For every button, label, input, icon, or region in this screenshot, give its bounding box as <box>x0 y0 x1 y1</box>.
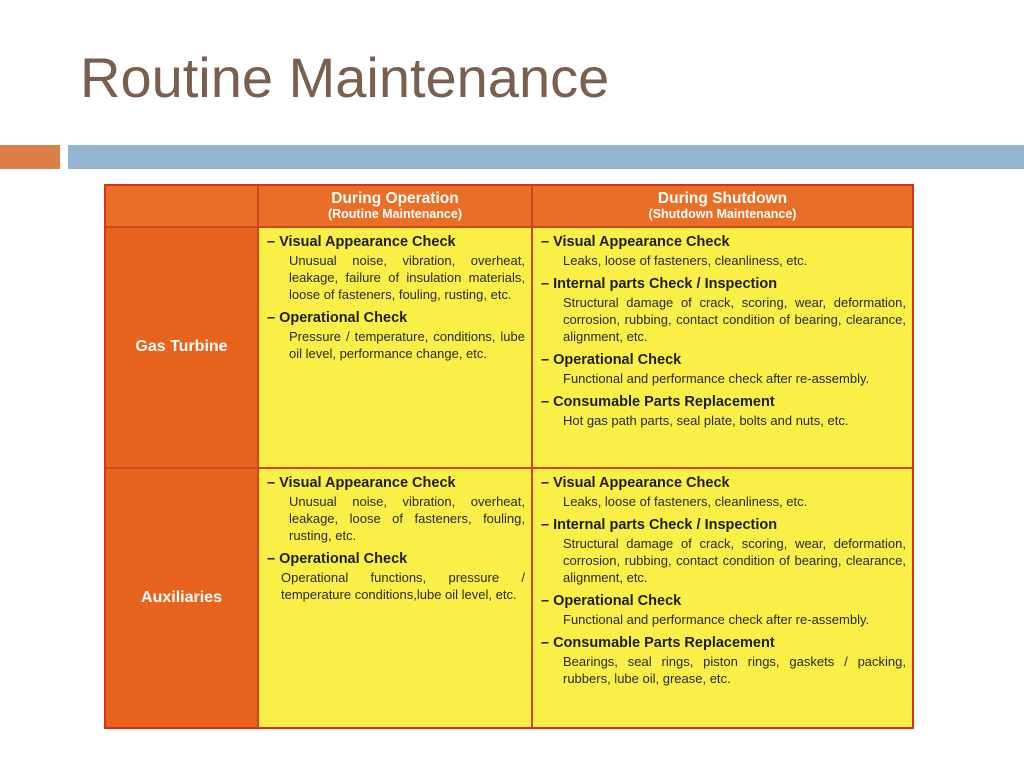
check-item-description: Functional and performance check after re-assembly. <box>563 611 870 627</box>
check-item-title: Consumable Parts Replacement <box>553 634 775 651</box>
check-item-description: Leaks, loose of fasteners, cleanliness, etc. <box>563 493 808 509</box>
check-item <box>541 592 906 628</box>
check-item-description: Structural damage of crack, scoring, wear, deformation, corrosion, rubbing, contact condition of bearing, clearance, alignment, etc. <box>563 295 906 344</box>
column-header-operation <box>258 186 532 227</box>
dash-marker: – <box>541 592 550 609</box>
header-row <box>106 186 912 227</box>
check-item-description: Bearings, seal rings, piston rings, gaskets / packing, rubbers, lube oil, grease, etc. <box>563 653 906 686</box>
corner-cell <box>106 186 258 227</box>
dash-marker: – <box>541 352 550 368</box>
column-header-title: During Operation <box>331 189 459 207</box>
column-header-shutdown <box>532 186 912 227</box>
dash-marker: – <box>541 516 550 533</box>
check-item-title: Operational Check <box>279 310 408 326</box>
cell-gas-turbine-shutdown <box>532 227 912 468</box>
check-item-title: Internal parts Check / Inspection <box>553 516 778 533</box>
check-item-title: Visual Appearance Check <box>279 474 456 491</box>
check-item-title: Visual Appearance Check <box>279 234 456 250</box>
check-item <box>541 634 906 687</box>
dash-marker: – <box>267 550 276 567</box>
cell-gas-turbine-operation <box>258 227 532 468</box>
check-item-title: Operational Check <box>553 592 682 609</box>
check-item <box>267 550 525 603</box>
column-header-subtitle: (Shutdown Maintenance) <box>648 206 797 221</box>
dash-marker: – <box>541 276 550 292</box>
maintenance-table <box>106 186 912 727</box>
check-item <box>541 275 906 345</box>
check-item <box>541 474 906 510</box>
check-item-description: Pressure / temperature, conditions, lube oil level, performance change, etc. <box>289 329 525 361</box>
accent-bar-orange <box>0 145 60 169</box>
dash-marker: – <box>267 234 276 250</box>
dash-marker: – <box>541 634 550 651</box>
check-item <box>541 516 906 586</box>
column-header-title: During Shutdown <box>657 189 788 207</box>
row-header-auxiliaries: Auxiliaries <box>106 468 258 727</box>
dash-marker: – <box>267 474 276 491</box>
check-item-title: Visual Appearance Check <box>553 234 730 250</box>
check-item-description: Operational functions, pressure / temperature conditions,lube oil level, etc. <box>281 569 525 602</box>
check-item <box>267 233 525 303</box>
check-item-title: Operational Check <box>553 352 682 368</box>
dash-marker: – <box>541 474 550 491</box>
check-item-title: Visual Appearance Check <box>553 474 730 491</box>
cell-auxiliaries-operation <box>258 468 532 727</box>
check-item-description: Hot gas path parts, seal plate, bolts and nuts, etc. <box>563 413 849 428</box>
column-header-subtitle: (Routine Maintenance) <box>327 206 463 221</box>
table-row-auxiliaries <box>106 468 912 727</box>
cell-auxiliaries-shutdown <box>532 468 912 727</box>
check-item <box>541 233 906 269</box>
dash-marker: – <box>541 394 550 410</box>
check-item-description: Functional and performance check after re-assembly. <box>563 371 870 386</box>
table-row-gas-turbine <box>106 227 912 468</box>
check-item <box>267 309 525 362</box>
check-item-description: Leaks, loose of fasteners, cleanliness, etc. <box>563 253 808 268</box>
check-item-title: Internal parts Check / Inspection <box>553 276 778 292</box>
check-item-description: Unusual noise, vibration, overheat, leakage, failure of insulation materials, loose of fasteners, fouling, rusting, etc. <box>289 253 525 302</box>
dash-marker: – <box>541 234 550 250</box>
maintenance-table-frame <box>104 184 914 729</box>
check-item <box>267 474 525 544</box>
check-item-description: Unusual noise, vibration, overheat, leakage, loose of fasteners, fouling, rusting, etc. <box>289 493 525 543</box>
accent-bar-blue <box>68 145 1024 169</box>
check-item-title: Operational Check <box>279 550 408 567</box>
check-item-title: Consumable Parts Replacement <box>553 394 775 410</box>
check-item <box>541 393 906 429</box>
check-item-description: Structural damage of crack, scoring, wear, deformation, corrosion, rubbing, contact condition of bearing, clearance, alignment, etc. <box>563 535 906 585</box>
slide-title: Routine Maintenance <box>80 46 610 109</box>
check-item <box>541 351 906 387</box>
row-header-gas-turbine: Gas Turbine <box>106 227 258 468</box>
dash-marker: – <box>267 310 276 326</box>
